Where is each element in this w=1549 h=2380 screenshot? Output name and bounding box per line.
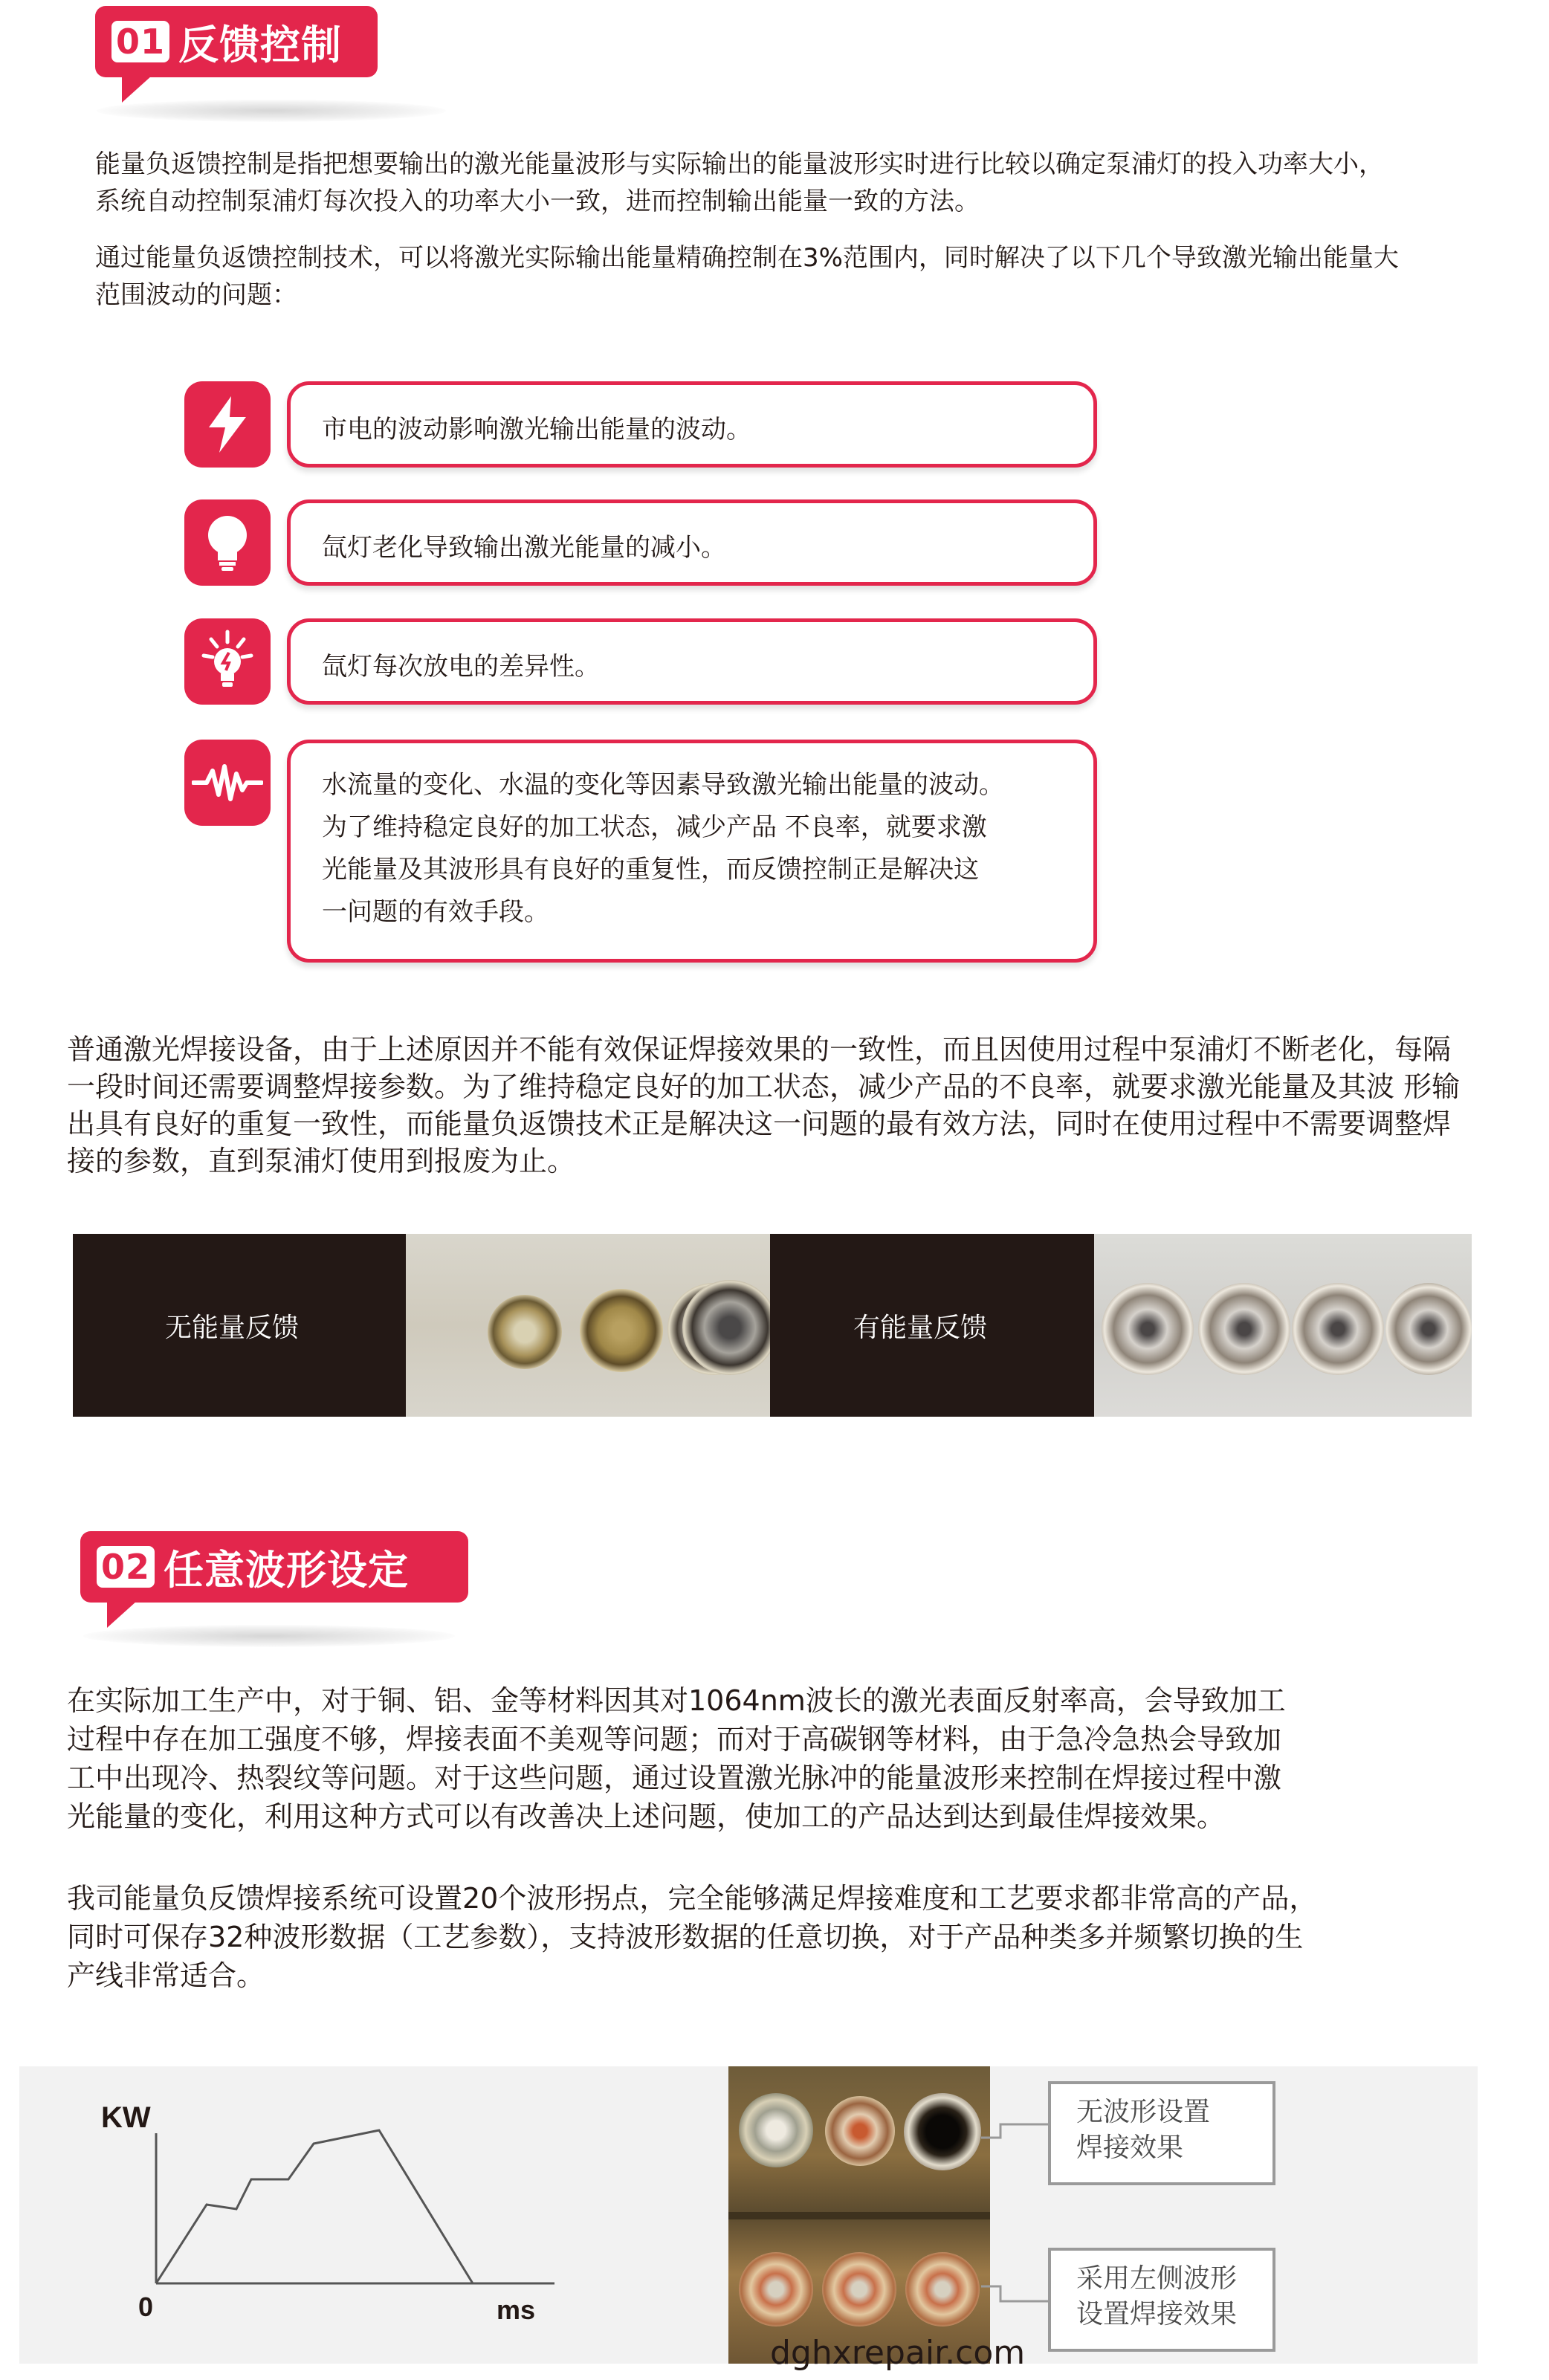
x-axis-label: ms (497, 2295, 536, 2325)
callout-with-waveform-line-1: 采用左侧波形 (1076, 2263, 1238, 2294)
weld-spot (905, 2252, 980, 2326)
waveform-para1-line-4: 光能量的变化，利用这种方式可以有改善决上述问题，使加工的产品达到达到最佳焊接效果。 (67, 1800, 1226, 1833)
lightning-icon (184, 381, 271, 468)
issue-card-1 (287, 381, 1097, 468)
weld-spot (739, 2093, 813, 2167)
section-number: 02 (97, 1546, 155, 1588)
weld-spot (488, 1295, 562, 1369)
issue-text-4-line-3: 光能量及其波形具有良好的重复性，而反馈控制正是解决这 (322, 855, 979, 885)
weld-spot (580, 1289, 663, 1372)
issue-text-4-line-2: 为了维持稳定良好的加工状态，减少产品 不良率，就要求激 (322, 812, 987, 842)
intro-line-4: 范围波动的问题： (95, 280, 297, 310)
waveform-para2-line-3: 产线非常适合。 (67, 1959, 265, 1992)
badge-tail (107, 1601, 137, 1628)
callout-no-waveform (1048, 2081, 1275, 2185)
weld-spot (825, 2096, 895, 2166)
section-title: 反馈控制 (178, 21, 343, 68)
waveform-para1-line-1: 在实际加工生产中，对于铜、铝、金等材料因其对1064nm波长的激光表面反射率高，会导致加工 (67, 1684, 1286, 1717)
lightbulb-icon (184, 499, 271, 586)
weld-spot (1292, 1283, 1384, 1375)
summary-line-2: 一段时间还需要调整焊接参数。为了维持稳定良好的加工状态，减少产品的不良率，就要求激光能量及其波 形输 (67, 1070, 1461, 1103)
waveform-line (156, 2130, 473, 2283)
issue-card-4 (287, 740, 1097, 963)
weld-spot (904, 2093, 981, 2170)
waveform-panel (19, 2066, 1478, 2364)
waveform-para1-line-2: 过程中存在加工强度不够，焊接表面不美观等问题；而对于高碳钢等材料，由于急冷急热会导致加 (67, 1723, 1282, 1756)
callout-with-waveform (1048, 2248, 1275, 2352)
with-feedback-label: 有能量反馈 (853, 1313, 988, 1343)
badge-tail (122, 76, 152, 103)
with-feedback-label-panel (770, 1234, 1094, 1417)
weld-spot (682, 1280, 777, 1375)
callout-no-waveform-line-2: 焊接效果 (1076, 2132, 1184, 2163)
section-badge-feedback-control (95, 6, 378, 77)
issue-text-1: 市电的波动影响激光输出能量的波动。 (322, 415, 751, 444)
section-badge-arbitrary-waveform (80, 1531, 468, 1603)
weld-spot (1102, 1283, 1194, 1375)
weld-spot (1198, 1283, 1290, 1375)
comparison-strip (73, 1234, 1472, 1417)
waveform-para1-line-3: 工中出现冷、热裂纹等问题。对于这些问题，通过设置激光脉冲的能量波形来控制在焊接过程中激 (67, 1762, 1282, 1794)
issue-text-4-line-4: 一问题的有效手段。 (322, 897, 549, 927)
waveform-para2-line-2: 同时可保存32种波形数据（工艺参数），支持波形数据的任意切换，对于产品种类多并频繁切换的生 (67, 1921, 1304, 1953)
badge-shadow (83, 1625, 455, 1647)
badge-shadow (97, 100, 446, 122)
waveform-para2-line-1: 我司能量负反馈焊接系统可设置20个波形拐点，完全能够满足焊接难度和工艺要求都非常高的产品， (67, 1882, 1318, 1915)
issue-text-2: 氙灯老化导致输出激光能量的减小。 (322, 533, 726, 563)
waveform-icon (184, 740, 271, 826)
origin-label: 0 (138, 2292, 154, 2322)
issue-text-3: 氙灯每次放电的差异性。 (322, 652, 600, 682)
intro-line-3: 通过能量负返馈控制技术，可以将激光实际输出能量精确控制在3%范围内，同时解决了以下几个导致激光输出能量大 (95, 243, 1399, 273)
section-number: 01 (111, 21, 169, 62)
photo-divider (728, 2212, 990, 2219)
issue-text-4-line-1: 水流量的变化、水温的变化等因素导致激光输出能量的波动。 (322, 770, 1004, 800)
watermark: dghxrepair.com (770, 2334, 1026, 2372)
y-axis-label: KW (101, 2101, 151, 2134)
waveform-diagram (19, 2066, 718, 2364)
issue-card-2 (287, 499, 1097, 586)
weld-spot (822, 2252, 896, 2326)
summary-line-4: 接的参数，直到泵浦灯使用到报废为止。 (67, 1145, 576, 1177)
sparking-bulb-icon (184, 618, 271, 705)
issue-text-4 (322, 764, 1071, 934)
callout-no-waveform-line-1: 无波形设置 (1076, 2097, 1211, 2127)
no-feedback-label: 无能量反馈 (165, 1313, 300, 1343)
weld-result-photo (728, 2066, 990, 2364)
summary-line-3: 出具有良好的重复一致性，而能量负返馈技术正是解决这一问题的最有效方法，同时在使用过程中不需要调整焊 (67, 1107, 1452, 1140)
callout-with-waveform-line-2: 设置焊接效果 (1076, 2299, 1238, 2329)
section-title: 任意波形设定 (164, 1546, 410, 1594)
intro-line-2: 系统自动控制泵浦灯每次投入的功率大小一致，进而控制输出能量一致的方法。 (95, 187, 980, 216)
summary-line-1: 普通激光焊接设备，由于上述原因并不能有效保证焊接效果的一致性，而且因使用过程中泵浦灯不断老化，每隔 (67, 1033, 1452, 1066)
intro-line-1: 能量负返馈控制是指把想要输出的激光能量波形与实际输出的能量波形实时进行比较以确定泵浦灯的投入功率大小， (95, 149, 1384, 179)
weld-spot (1385, 1283, 1472, 1375)
issue-card-3 (287, 618, 1097, 705)
with-feedback-weld-photo (1094, 1234, 1472, 1417)
no-feedback-label-panel (73, 1234, 406, 1417)
weld-spot (739, 2252, 813, 2326)
